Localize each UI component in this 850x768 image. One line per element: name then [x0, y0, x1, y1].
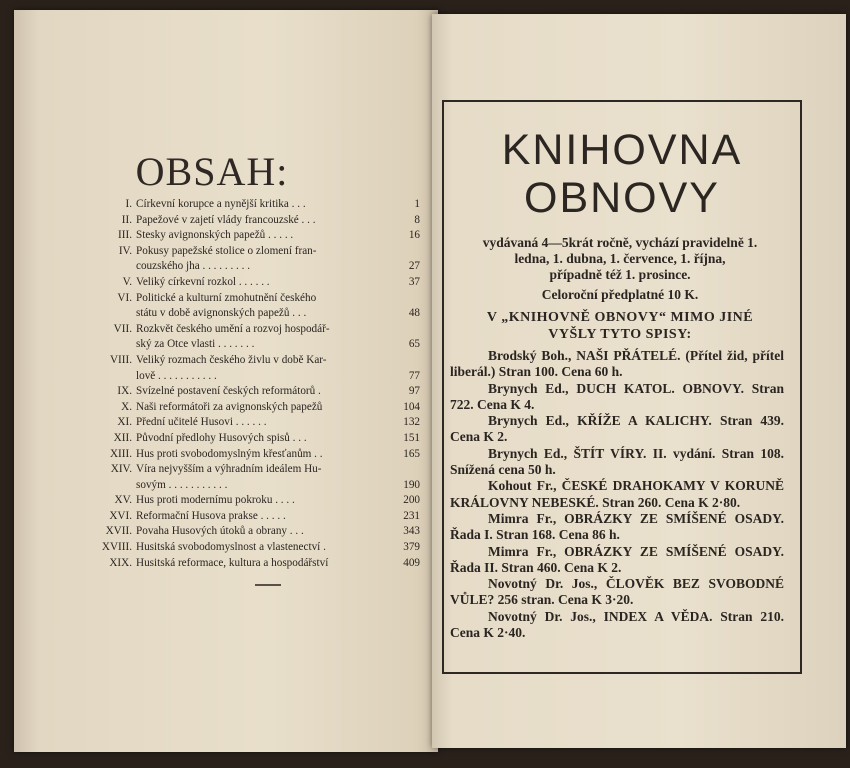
- toc-entry-title: státu v době avignonských papežů . . .: [136, 307, 307, 320]
- toc-entry-num: XIII.: [109, 447, 132, 460]
- toc-entry-num: [80, 306, 136, 322]
- toc-entry-num: III.: [118, 229, 132, 242]
- toc-entry: [80, 369, 420, 385]
- toc-entry-page: 190: [403, 478, 420, 491]
- toc-entry-num: XVI.: [109, 509, 132, 522]
- toc-entry-num: XV.: [114, 494, 132, 507]
- toc-entry-title: Povaha Husových útoků a obrany . . .: [136, 525, 304, 538]
- info-line-1: vydávaná 4—5krát ročně, vychází pravidelně 1.: [482, 235, 758, 250]
- toc-entry: [80, 306, 420, 322]
- toc-entry-num: IX.: [117, 385, 132, 398]
- toc-entry: [80, 291, 420, 307]
- toc-entry-title: sovým . . . . . . . . . . .: [136, 478, 228, 491]
- subscription-price: Celoroční předplatné 10 K.: [541, 287, 699, 302]
- toc-entry-title: Veliký rozmach českého živlu v době Kar-: [136, 353, 327, 366]
- toc-entry: [80, 493, 420, 509]
- toc-entry: [80, 556, 420, 572]
- toc-entry-page: 77: [408, 369, 420, 382]
- toc-entry: [80, 228, 420, 244]
- toc-entry-page: 343: [403, 525, 420, 538]
- toc-entry: [80, 524, 420, 540]
- book-list: [450, 348, 784, 641]
- toc-entry: [80, 353, 420, 369]
- toc-entry-page: 48: [408, 307, 420, 320]
- toc-entry: [80, 384, 420, 400]
- toc-entry-title: Veliký církevní rozkol . . . . . .: [136, 275, 270, 288]
- toc-entry: [80, 447, 420, 463]
- toc-entry-num: [80, 478, 136, 494]
- toc-entry-num: I.: [125, 198, 132, 210]
- toc-entry-title: Husitská reformace, kultura a hospodářství: [136, 556, 329, 569]
- toc-entry-page: 379: [403, 541, 420, 554]
- toc-entry-title: Politické a kulturní zmohutnění českého: [136, 291, 317, 304]
- toc-entry-title: Pokusy papežské stolice o zlomení fran-: [136, 244, 317, 257]
- toc-entry-page: [390, 462, 420, 478]
- toc-entry-num: XI.: [117, 416, 132, 429]
- toc-entry: [80, 322, 420, 338]
- toc-entry-title: Stesky avignonských papežů . . . . .: [136, 229, 294, 242]
- toc-entry-num: V.: [122, 275, 132, 288]
- toc-entry-title: Přední učitelé Husovi . . . . . .: [136, 416, 267, 429]
- toc-entry: [80, 400, 420, 416]
- toc-entry-page: 8: [414, 213, 420, 226]
- toc-entry-page: 200: [403, 494, 420, 507]
- toc-entry-page: [390, 291, 420, 307]
- info-line-3: případně též 1. prosince.: [549, 267, 691, 282]
- toc-entry-title: ský za Otce vlasti . . . . . . .: [136, 338, 255, 351]
- toc-entry-num: IV.: [118, 244, 132, 257]
- info-line-2: ledna, 1. dubna, 1. července, 1. října,: [514, 251, 726, 266]
- toc-entry: [80, 275, 420, 291]
- toc-entry-page: 97: [408, 385, 420, 398]
- toc-entry-num: XIX.: [109, 556, 132, 569]
- toc-entry-num: XIV.: [110, 463, 132, 476]
- toc-entry-title: Naši reformátoři za avignonských papežů: [136, 400, 323, 413]
- book-entry: Novotný Dr. Jos., INDEX A VĚDA. Stran 210. Cena K 2·40.: [450, 608, 784, 641]
- toc-entry: [80, 197, 420, 213]
- toc-entry: [80, 337, 420, 353]
- toc-entry-title: Svízelné postavení českých reformátorů .: [136, 385, 321, 398]
- toc-entry: [80, 259, 420, 275]
- toc-title: OBSAH:: [135, 149, 289, 194]
- toc-entry-page: 104: [403, 400, 420, 413]
- toc-entry-num: VIII.: [109, 353, 132, 366]
- toc-entry-page: 231: [403, 509, 420, 522]
- toc-entry-title: couzského jha . . . . . . . . .: [136, 260, 251, 273]
- toc-entry-title: Hus proti svobodomyslným křesťanům . .: [136, 447, 323, 460]
- toc-entry-page: 165: [403, 447, 420, 460]
- toc-entry-num: [80, 369, 136, 385]
- book-entry: Mimra Fr., OBRÁZKY ZE SMÍŠENÉ OSADY. Řada I. Stran 168. Cena 86 h.: [450, 510, 784, 543]
- toc-entry-page: [390, 244, 420, 260]
- toc-entry: [80, 540, 420, 556]
- book-entry: Brodský Boh., NAŠI PŘÁTELÉ. (Přítel žid, přítel liberál.) Stran 100. Cena 60 h.: [450, 348, 784, 380]
- book-entry: Brynych Ed., ŠTÍT VÍRY. II. vydání. Stran 108. Snížená cena 50 h.: [450, 445, 784, 478]
- toc-entry-title: Reformační Husova prakse . . . . .: [136, 509, 286, 522]
- toc-entry-page: 132: [403, 416, 420, 429]
- toc-entry-title: Víra nejvyšším a výhradním ideálem Hu-: [136, 463, 322, 476]
- toc-entry-num: [80, 337, 136, 353]
- book-entry: Brynych Ed., DUCH KATOL. OBNOVY. Stran 722. Cena K 4.: [450, 380, 784, 412]
- book-entry: Kohout Fr., ČESKÉ DRAHOKAMY V KORUNĚ KRÁLOVNY NEBESKÉ. Stran 260. Cena K 2·80.: [450, 478, 784, 510]
- toc-entry-num: XVIII.: [101, 541, 132, 554]
- toc-entry-title: lově . . . . . . . . . . .: [136, 369, 217, 382]
- toc-entry-page: 27: [408, 260, 420, 273]
- toc-entry: [80, 431, 420, 447]
- toc-entry: [80, 462, 420, 478]
- end-rule: [255, 584, 281, 586]
- toc-entry-page: 65: [408, 338, 420, 351]
- toc-entry-page: 1: [414, 198, 420, 210]
- series-title-line2: OBNOVY: [524, 174, 720, 222]
- toc-entry-page: 409: [403, 556, 420, 569]
- toc-entry-page: 37: [408, 275, 420, 288]
- toc-entry-title: Hus proti modernímu pokroku . . . .: [136, 494, 295, 507]
- toc-entry-title: Husitská svobodomyslnost a vlastenectví .: [136, 541, 326, 554]
- toc-entry-num: II.: [121, 213, 132, 226]
- toc-entry-page: [390, 322, 420, 338]
- toc-entry-page: 151: [403, 431, 420, 444]
- series-title-line1: KNIHOVNA: [501, 126, 743, 174]
- toc-entry: [80, 478, 420, 494]
- toc-entry: [80, 415, 420, 431]
- book-entry: Brynych Ed., KŘÍŽE A KALICHY. Stran 439. Cena K 2.: [450, 413, 784, 445]
- toc-entry-num: VI.: [117, 291, 132, 304]
- book-entry: Mimra Fr., OBRÁZKY ZE SMÍŠENÉ OSADY. Řada II. Stran 460. Cena K 2.: [450, 543, 784, 575]
- toc-entry-num: VII.: [113, 322, 132, 335]
- toc-entry-num: [80, 259, 136, 275]
- list-heading-line1: V „KNIHOVNĚ OBNOVY“ MIMO JINÉ: [486, 310, 754, 325]
- toc-entry-title: Rozkvět českého umění a rozvoj hospodář-: [136, 322, 330, 335]
- book-entry: Novotný Dr. Jos., ČLOVĚK BEZ SVOBODNÉ VŮLE? 256 stran. Cena K 3·20.: [450, 576, 784, 608]
- toc-entry-num: X.: [121, 400, 132, 413]
- toc-entry: [80, 244, 420, 260]
- table-of-contents: [80, 197, 420, 571]
- toc-entry-num: XVII.: [105, 525, 132, 538]
- toc-entry: [80, 213, 420, 229]
- toc-entry-title: Církevní korupce a nynější kritika . . .: [136, 198, 306, 210]
- toc-entry-page: 16: [408, 229, 420, 242]
- toc-entry-num: XII.: [113, 431, 132, 444]
- list-heading-line2: VYŠLY TYTO SPISY:: [548, 327, 692, 342]
- toc-entry: [80, 509, 420, 525]
- toc-entry-title: Papežové v zajetí vlády francouzské . . .: [136, 213, 316, 226]
- toc-entry-page: [390, 353, 420, 369]
- toc-entry-title: Původní předlohy Husových spisů . . .: [136, 431, 307, 444]
